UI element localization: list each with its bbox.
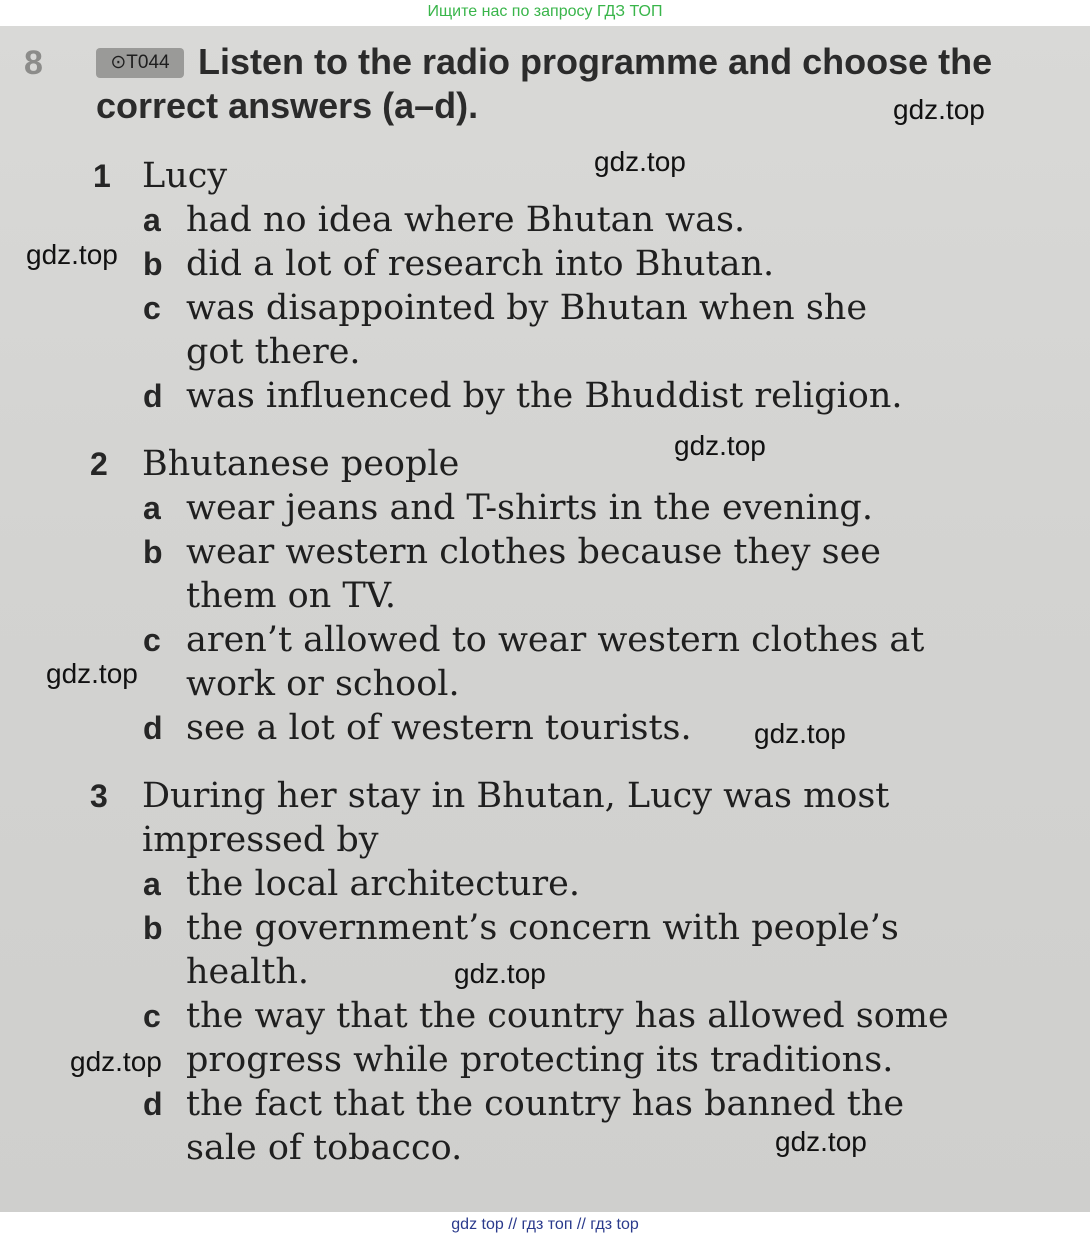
option-text: did a lot of research into Bhutan.	[186, 244, 775, 284]
option-letter: a	[143, 202, 161, 238]
header-search-link[interactable]: Ищите нас по запросу ГДЗ ТОП	[0, 0, 1090, 26]
option-text: work or school.	[186, 664, 460, 704]
option-letter: d	[143, 710, 163, 746]
option-letter: a	[143, 866, 161, 902]
watermark: gdz.top	[754, 718, 846, 749]
option-text: the local architecture.	[186, 864, 580, 904]
option-text: got there.	[186, 332, 361, 372]
watermark: gdz.top	[674, 430, 766, 461]
audio-track-label: T044	[126, 52, 170, 73]
question-stem: During her stay in Bhutan, Lucy was most	[142, 776, 890, 816]
option-text: the way that the country has allowed some	[186, 996, 949, 1036]
option-letter: b	[143, 534, 163, 570]
option-text: the fact that the country has banned the	[186, 1084, 905, 1124]
option-letter: a	[143, 490, 161, 526]
textbook-page	[0, 26, 1090, 1212]
option-letter: c	[143, 290, 161, 326]
question-number: 2	[90, 446, 108, 482]
option-text: health.	[186, 952, 310, 992]
footer-links[interactable]: gdz top // гдз топ // гдз top	[0, 1212, 1090, 1240]
option-text: aren’t allowed to wear western clothes at	[186, 620, 925, 660]
option-text: had no idea where Bhutan was.	[186, 200, 746, 240]
option-letter: d	[143, 1086, 163, 1122]
option-letter: c	[143, 998, 161, 1034]
question-stem: Bhutanese people	[142, 444, 460, 484]
option-text: sale of tobacco.	[186, 1128, 463, 1168]
option-letter: d	[143, 378, 163, 414]
question-stem: Lucy	[142, 156, 228, 196]
option-letter: b	[143, 910, 163, 946]
exercise-number: 8	[24, 44, 43, 82]
watermark: gdz.top	[893, 94, 985, 125]
option-text: the government’s concern with people’s	[186, 908, 899, 948]
question-number: 3	[90, 778, 108, 814]
watermark: gdz.top	[26, 239, 118, 270]
option-text: them on TV.	[186, 576, 396, 616]
option-letter: b	[143, 246, 163, 282]
option-text: wear western clothes because they see	[186, 532, 882, 572]
watermark: gdz.top	[46, 658, 138, 689]
watermark: gdz.top	[70, 1046, 162, 1077]
exercise-instruction: Listen to the radio programme and choose the correct answers (a–d).	[96, 41, 993, 126]
option-text: progress while protecting its traditions.	[186, 1040, 894, 1080]
watermark: gdz.top	[454, 958, 546, 989]
option-text: wear jeans and T-shirts in the evening.	[186, 488, 873, 528]
option-letter: c	[143, 622, 161, 658]
audio-disc-icon: ⊙	[110, 52, 127, 73]
question-number: 1	[93, 158, 111, 194]
option-text: was disappointed by Bhutan when she	[186, 288, 868, 328]
option-text: see a lot of western tourists.	[186, 708, 692, 748]
watermark: gdz.top	[775, 1126, 867, 1157]
question-stem: impressed by	[142, 820, 379, 860]
watermark: gdz.top	[594, 146, 686, 177]
option-text: was influenced by the Bhuddist religion.	[186, 376, 903, 416]
